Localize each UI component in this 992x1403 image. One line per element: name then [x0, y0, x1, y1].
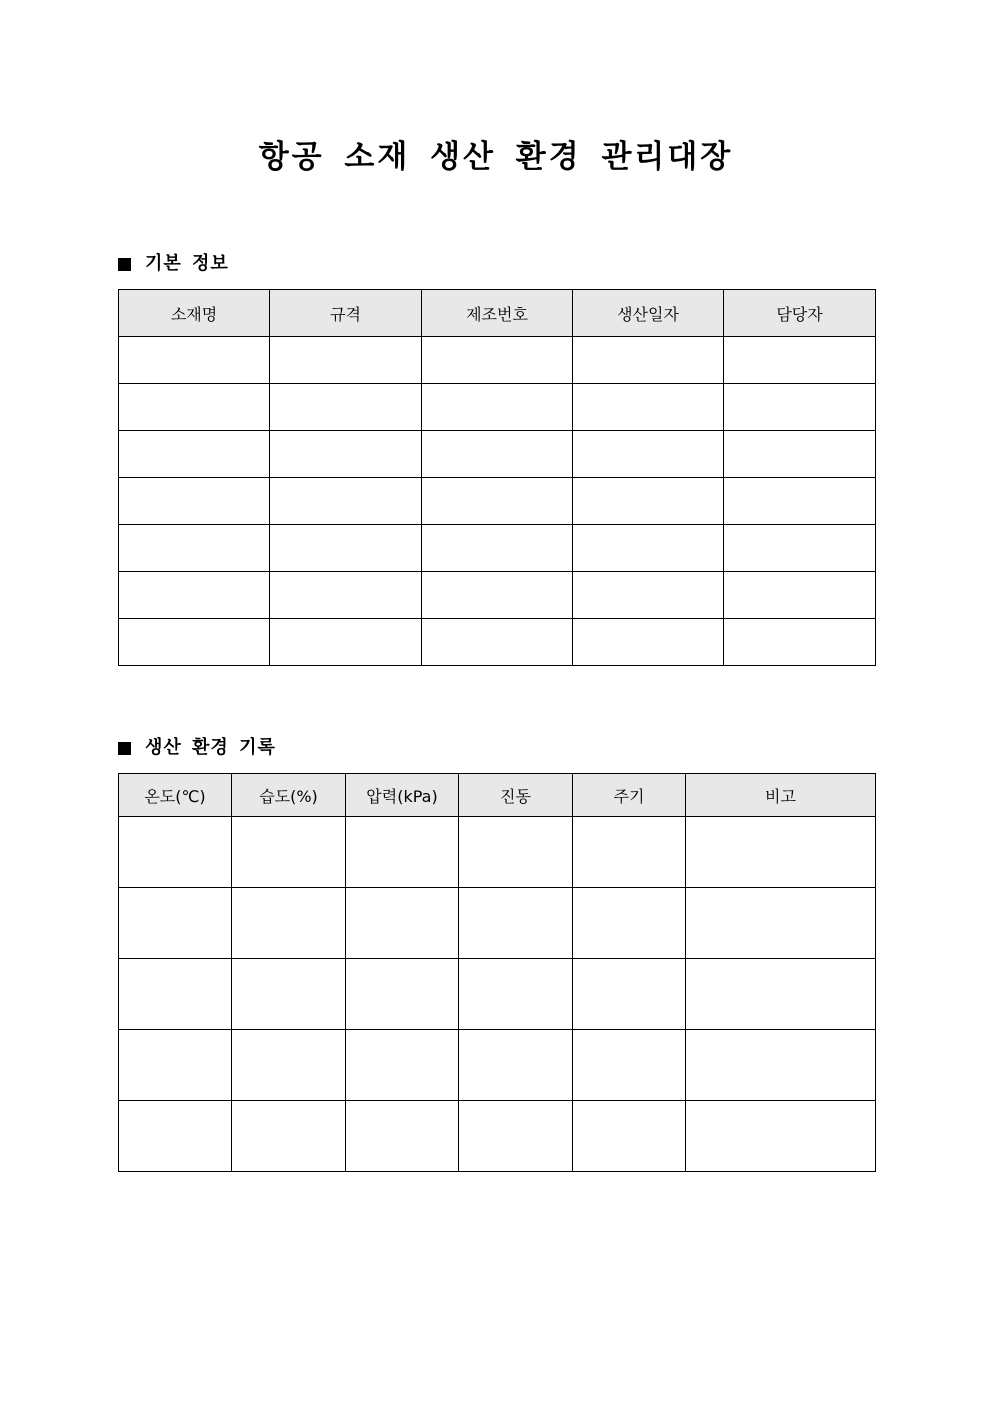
table-cell[interactable]: [119, 888, 232, 959]
column-header-material-name: 소재명: [119, 290, 270, 337]
table-cell[interactable]: [573, 1030, 686, 1101]
table-cell[interactable]: [346, 817, 459, 888]
column-header-production-date: 생산일자: [573, 290, 724, 337]
table-row: [119, 1101, 876, 1172]
table-cell[interactable]: [119, 619, 270, 666]
table-cell[interactable]: [270, 431, 422, 478]
column-header-vibration: 진동: [459, 774, 573, 817]
section-heading-environment-log: [118, 735, 276, 761]
table-cell[interactable]: [346, 1101, 459, 1172]
table-cell[interactable]: [119, 431, 270, 478]
table-row: [119, 431, 876, 478]
table-cell[interactable]: [119, 337, 270, 384]
table-cell[interactable]: [346, 959, 459, 1030]
table-cell[interactable]: [573, 572, 724, 619]
table-cell[interactable]: [270, 619, 422, 666]
table-cell[interactable]: [459, 959, 573, 1030]
table-cell[interactable]: [119, 959, 232, 1030]
table-cell[interactable]: [724, 525, 876, 572]
section-heading-label: 생산 환경 기록: [145, 737, 276, 758]
column-header-remarks: 비고: [686, 774, 876, 817]
table-row: [119, 959, 876, 1030]
table-cell[interactable]: [232, 817, 346, 888]
table-cell[interactable]: [724, 337, 876, 384]
table-cell[interactable]: [422, 337, 573, 384]
table-cell[interactable]: [119, 817, 232, 888]
table-cell[interactable]: [573, 959, 686, 1030]
table-cell[interactable]: [270, 337, 422, 384]
table-cell[interactable]: [270, 384, 422, 431]
table-cell[interactable]: [459, 888, 573, 959]
table-cell[interactable]: [724, 572, 876, 619]
table-cell[interactable]: [232, 888, 346, 959]
column-header-serial-number: 제조번호: [422, 290, 573, 337]
table-header-row: [119, 774, 876, 817]
table-cell[interactable]: [686, 817, 876, 888]
document-title: 항공 소재 생산 환경 관리대장: [258, 139, 734, 175]
column-header-cycle: 주기: [573, 774, 686, 817]
table-row: [119, 817, 876, 888]
table-cell[interactable]: [119, 1101, 232, 1172]
table-cell[interactable]: [422, 619, 573, 666]
black-square-icon: [118, 258, 131, 271]
table-cell[interactable]: [270, 478, 422, 525]
table-row: [119, 619, 876, 666]
table-cell[interactable]: [573, 1101, 686, 1172]
table-row: [119, 572, 876, 619]
table-cell[interactable]: [119, 572, 270, 619]
table-cell[interactable]: [459, 817, 573, 888]
table-cell[interactable]: [422, 384, 573, 431]
section-heading-label: 기본 정보: [145, 253, 229, 274]
column-header-manager: 담당자: [724, 290, 876, 337]
table-cell[interactable]: [724, 431, 876, 478]
table-cell[interactable]: [573, 619, 724, 666]
table-cell[interactable]: [573, 431, 724, 478]
table-cell[interactable]: [573, 478, 724, 525]
table-cell[interactable]: [686, 1101, 876, 1172]
table-row: [119, 1030, 876, 1101]
table-cell[interactable]: [422, 431, 573, 478]
table-cell[interactable]: [119, 478, 270, 525]
basic-info-table: [118, 289, 876, 666]
table-cell[interactable]: [119, 1030, 232, 1101]
table-header-row: [119, 290, 876, 337]
table-cell[interactable]: [573, 384, 724, 431]
table-cell[interactable]: [459, 1101, 573, 1172]
table-cell[interactable]: [346, 1030, 459, 1101]
table-row: [119, 384, 876, 431]
table-cell[interactable]: [724, 619, 876, 666]
black-square-icon: [118, 742, 131, 755]
table-cell[interactable]: [270, 525, 422, 572]
table-cell[interactable]: [270, 572, 422, 619]
table-cell[interactable]: [232, 959, 346, 1030]
section-heading-basic-info: [118, 251, 229, 277]
environment-log-table: [118, 773, 876, 1172]
table-row: [119, 888, 876, 959]
table-cell[interactable]: [422, 572, 573, 619]
table-cell[interactable]: [686, 959, 876, 1030]
table-cell[interactable]: [422, 525, 573, 572]
table-cell[interactable]: [724, 384, 876, 431]
table-cell[interactable]: [686, 1030, 876, 1101]
table-cell[interactable]: [422, 478, 573, 525]
table-cell[interactable]: [573, 337, 724, 384]
table-cell[interactable]: [459, 1030, 573, 1101]
column-header-pressure: 압력(kPa): [346, 774, 459, 817]
table-cell[interactable]: [724, 478, 876, 525]
table-cell[interactable]: [573, 888, 686, 959]
column-header-humidity: 습도(%): [232, 774, 346, 817]
column-header-temperature: 온도(℃): [119, 774, 232, 817]
table-cell[interactable]: [686, 888, 876, 959]
column-header-specification: 규격: [270, 290, 422, 337]
table-cell[interactable]: [573, 817, 686, 888]
table-row: [119, 337, 876, 384]
table-cell[interactable]: [346, 888, 459, 959]
table-row: [119, 525, 876, 572]
table-row: [119, 478, 876, 525]
table-cell[interactable]: [573, 525, 724, 572]
table-cell[interactable]: [232, 1030, 346, 1101]
table-cell[interactable]: [119, 384, 270, 431]
table-cell[interactable]: [119, 525, 270, 572]
table-cell[interactable]: [232, 1101, 346, 1172]
